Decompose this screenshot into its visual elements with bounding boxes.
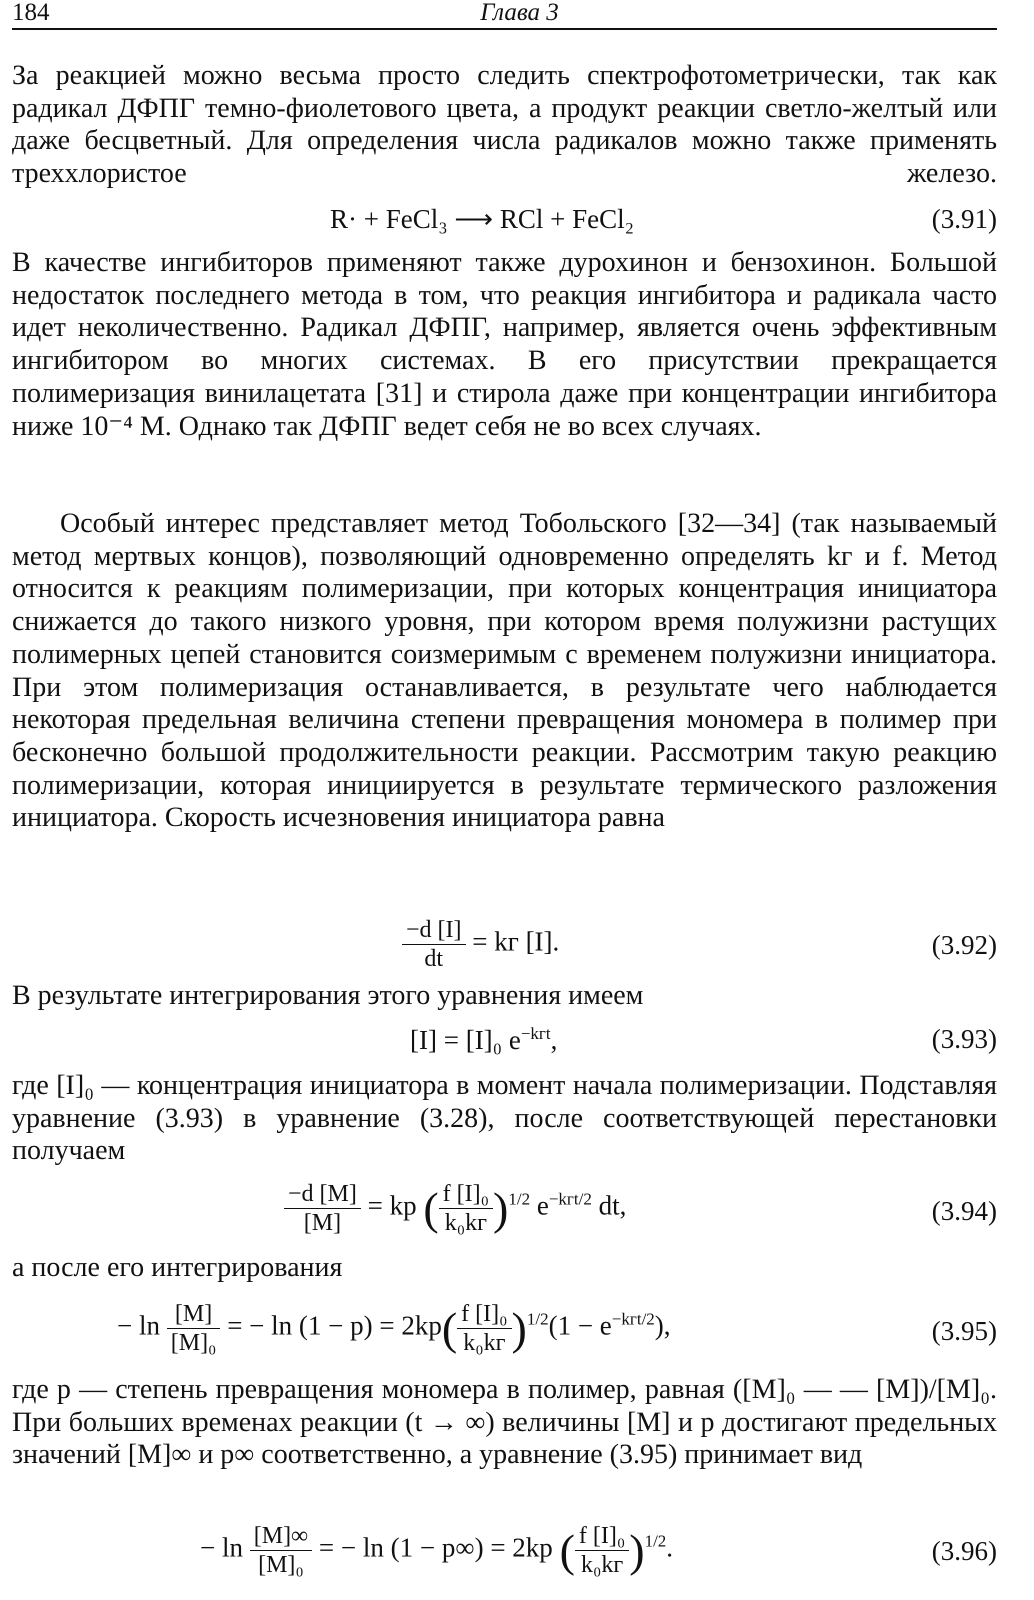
equation-body: R· + FeCl₃ ⟶ RCl + FeCl₂ <box>330 204 635 234</box>
inner-numerator: f [I]₀ <box>439 1180 493 1209</box>
paragraph-2: В качестве ингибиторов применяют также дурохинон и бензохинон. Большой недостаток последнего метода в том, что реакция ингибитора и радикала часто идет неколичественно. Радикал ДФПГ, например, является очень эффективным ингибитором во многих системах. В его присутствии прекращается полимеризация винилацетата [31] и стирола даже при концентрации ингибитора ниже 10⁻⁴ M. Однако так ДФПГ ведет себя не во всех случаях. <box>12 247 997 442</box>
equation-number: (3.94) <box>931 1196 997 1226</box>
equation-3-95: − ln $\frac{[M]}{\text{[M]₀}}$ = − ln (1 − p) = 2kp( $\frac{\text{f [I]₀}}{\text{k₀kг}}$ )$^{1/2}(1 - e^{-kгt/2})$, (3.95) <box>117 1301 997 1356</box>
exponent: −kгt/2 <box>611 1309 655 1329</box>
equation-body: [I] = [I]₀ e <box>410 1025 521 1055</box>
equation-3-94: $\frac{-d [M]}{[M]}$ = kp ( $\frac{\text{f [I]₀}}{\text{k₀kг}}$ )$^{1/2}$ $e^{-kгt/2}$ dt, (3.94) <box>12 1180 997 1244</box>
inner-denominator: k₀kг <box>444 1210 487 1236</box>
equation-tail: dt, <box>598 1190 627 1221</box>
equation-number: (3.91) <box>931 204 997 234</box>
exp-base: e <box>536 1190 549 1221</box>
inner-fraction <box>575 1522 629 1579</box>
equation-lead: − ln <box>117 1310 160 1341</box>
paragraph-1: За реакцией можно весьма просто следить спектрофотометрически, так как радикал ДФПГ темно-фиолетового цвета, а продукт реакции светло-желтый или даже бесцветный. Для определения числа радикалов можно также применять треххлористое железо. <box>12 60 997 190</box>
equation-mid: = − ln (1 − p) = 2kp <box>227 1310 442 1341</box>
paragraph-7: где p — степень превращения мономера в полимер, равная ([M]₀ — — [M])/[M]₀. При больших временах реакции (t → ∞) величины [M] и p достигают предельных значений [M]∞ и p∞ соответственно, а уравнение (3.95) принимает вид <box>12 1374 997 1471</box>
numerator: −d [I] <box>402 916 466 945</box>
equation-tail-1: (1 − e <box>548 1310 612 1341</box>
denominator: [M]₀ <box>258 1552 304 1578</box>
equation-rhs: = kг [I]. <box>472 926 560 957</box>
equation-lead: − ln <box>200 1532 243 1563</box>
paragraph-5: где [I]₀ — концентрация инициатора в момент начала полимеризации. Подставляя уравнение (3.93) в уравнение (3.28), после соответствующей перестановки получаем <box>12 1070 997 1167</box>
denominator: [M] <box>303 1210 342 1236</box>
numerator: −d [M] <box>284 1180 361 1209</box>
page-header <box>12 0 997 30</box>
equation-tail: , <box>550 1025 558 1055</box>
inner-fraction <box>439 1180 493 1237</box>
equation-number: (3.92) <box>931 930 997 960</box>
paragraph-6: а после его интегрирования <box>12 1252 343 1283</box>
inner-numerator: f [I]₀ <box>575 1522 629 1551</box>
chapter-title: Глава 3 <box>480 0 559 26</box>
inner-denominator: k₀kг <box>580 1552 624 1578</box>
paragraph-3: Особый интерес представляет метод Тобольского [32—34] (так называемый метод мертвых концов), позволяющий одновременно определять kг и f. Метод относится к реакциям полимеризации, при которых концентрация инициатора снижается до такого низкого уровня, при котором время полужизни растущих полимерных цепей становится соизмеримым с временем полужизни инициатора. При этом полимеризация останавливается, в результате чего наблюдается некоторая предельная величина степени превращения мономера в полимер при бесконечно большой продолжительности реакции. Рассмотрим такую реакцию полимеризации, которая инициируется в результате термического разложения инициатора. Скорость исчезновения инициатора равна <box>12 508 997 834</box>
equation-number: (3.95) <box>931 1316 997 1346</box>
equation-tail-2: ), <box>654 1310 671 1341</box>
numerator: [M]∞ <box>250 1522 312 1551</box>
fraction <box>284 1180 361 1237</box>
equation-mid: = kp <box>367 1190 417 1221</box>
fraction <box>250 1522 312 1579</box>
fraction <box>167 1300 221 1357</box>
equation-3-96: − ln $\frac{[M]\infty}{\text{[M]₀}}$ = − ln (1 − p∞) = 2kp ( $\frac{\text{f [I]₀}}{\text{k₀kг}}$ )$^{1/2}$. (3.96) <box>200 1523 997 1578</box>
inner-fraction <box>457 1300 511 1357</box>
inner-denominator: k₀kг <box>463 1330 506 1356</box>
equation-mid: = − ln (1 − p∞) = 2kp <box>318 1532 553 1563</box>
equation-number: (3.93) <box>931 1024 997 1054</box>
equation-3-91 <box>12 204 997 244</box>
denominator: dt <box>424 946 444 972</box>
equation-number: (3.96) <box>931 1536 997 1566</box>
equation-3-93 <box>12 1024 997 1064</box>
power: 1/2 <box>508 1189 531 1209</box>
denominator: [M]₀ <box>170 1330 217 1356</box>
page-number: 184 <box>12 0 50 26</box>
power: 1/2 <box>644 1531 667 1551</box>
paragraph-4: В результате интегрирования этого уравнения имеем <box>12 980 644 1011</box>
exponent: −kгt <box>520 1024 551 1043</box>
equation-tail: . <box>666 1532 674 1563</box>
equation-3-92 <box>12 916 997 976</box>
fraction <box>402 916 466 973</box>
inner-numerator: f [I]₀ <box>457 1300 511 1329</box>
exponent: −kгt/2 <box>548 1189 592 1209</box>
numerator: [M] <box>167 1300 221 1329</box>
power: 1/2 <box>526 1309 549 1329</box>
